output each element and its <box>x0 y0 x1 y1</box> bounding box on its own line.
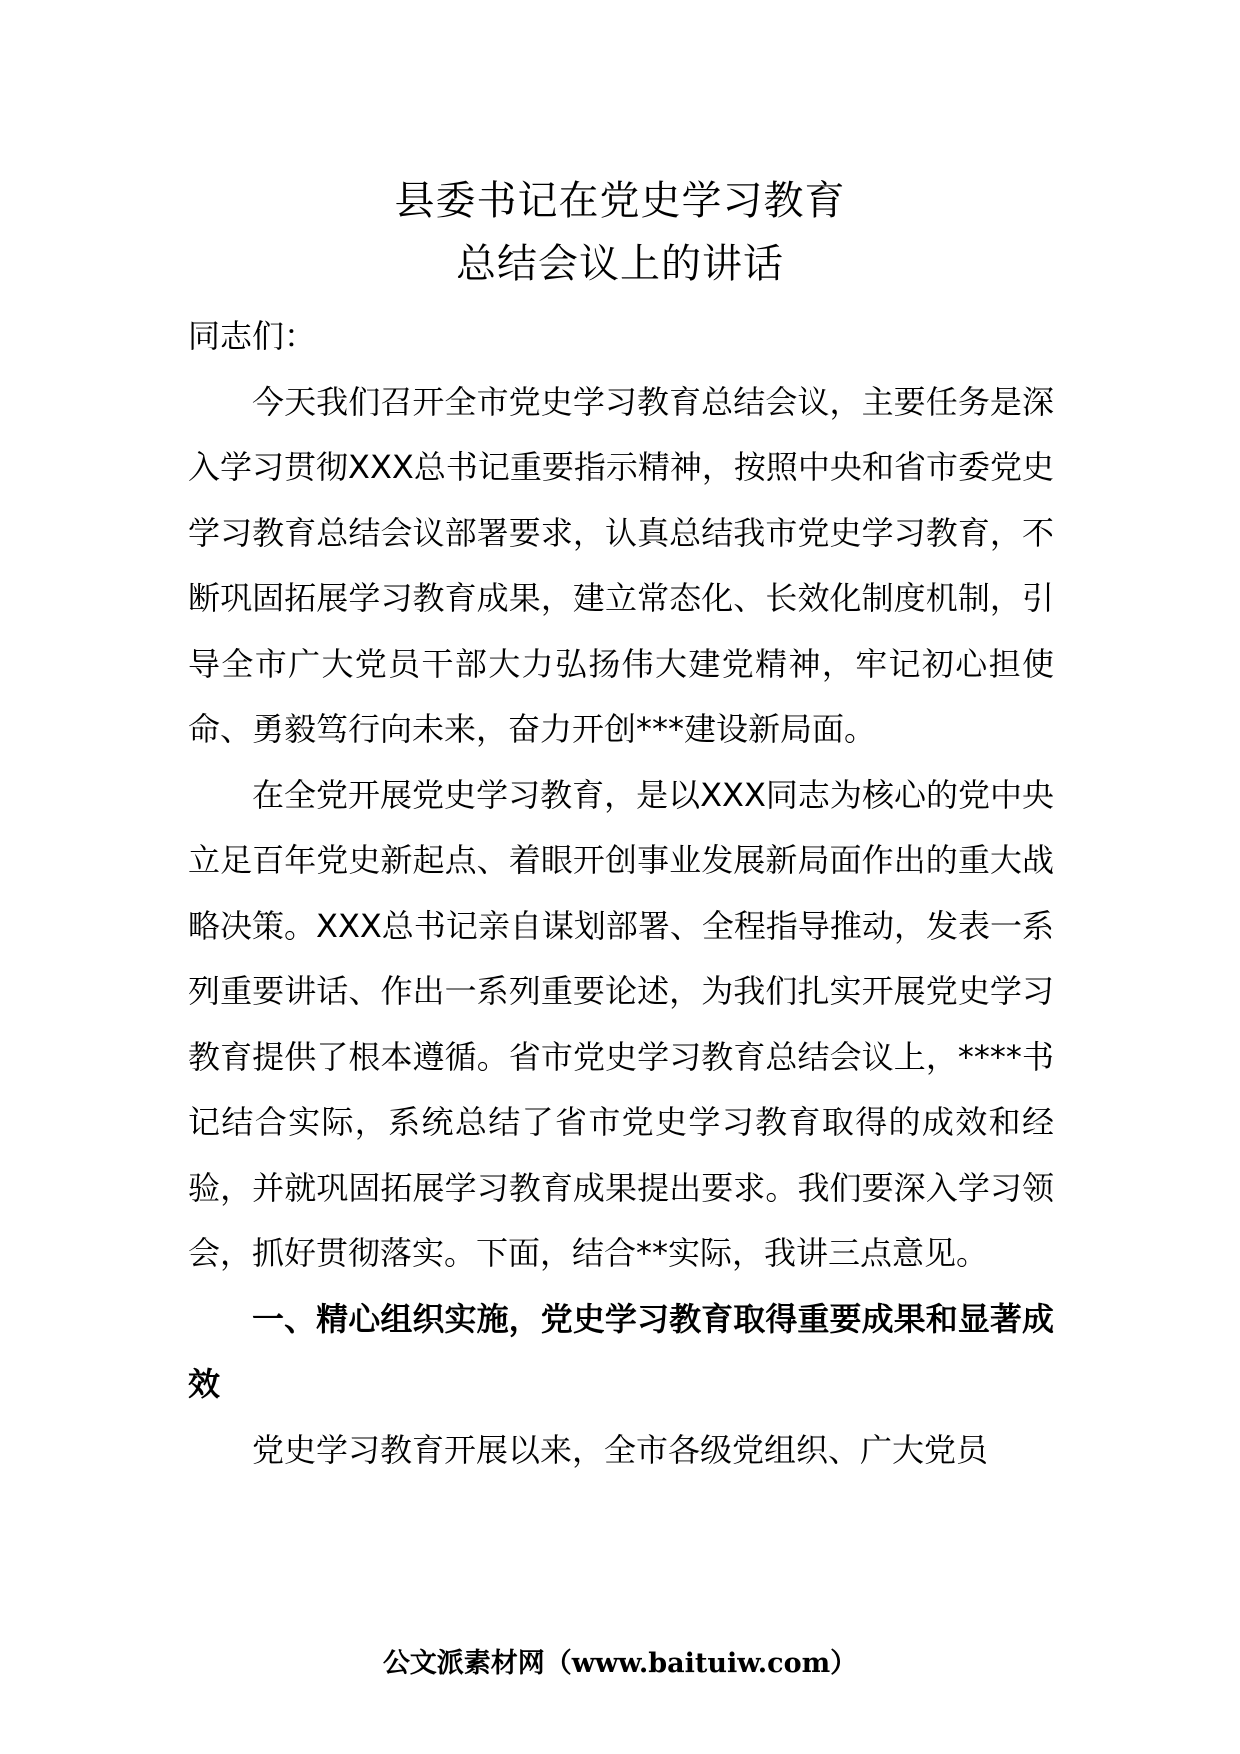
paragraph-1: 今天我们召开全市党史学习教育总结会议，主要任务是深入学习贯彻XXX总书记重要指示精神，按照中央和省市委党史学习教育总结会议部署要求，认真总结我市党史学习教育，不断巩固拓展学习教育成果，建立常态化、长效化制度机制，引导全市广大党员干部大力弘扬伟大建党精神，牢记初心担使命、勇毅笃行向未来，奋力开创***建设新局面。 <box>188 382 1054 748</box>
footer-source: 公文派素材网（www.baituiw.com） <box>382 1648 858 1679</box>
section-heading-1: 一、精心组织实施，党史学习教育取得重要成果和显著成效 <box>188 1299 1054 1403</box>
document-body <box>188 304 1054 1483</box>
document-title-line-2: 总结会议上的讲话 <box>456 241 784 287</box>
salutation: 同志们： <box>188 317 317 355</box>
paragraph-3: 党史学习教育开展以来，全市各级党组织、广大党员 <box>252 1430 989 1469</box>
document-title-line-1: 县委书记在党史学习教育 <box>394 178 846 224</box>
paragraph-2: 在全党开展党史学习教育，是以XXX同志为核心的党中央立足百年党史新起点、着眼开创事业发展新局面作出的重大战略决策。XXX总书记亲自谋划部署、全程指导推动，发表一系列重要讲话、作出一系列重要论述，为我们扎实开展党史学习教育提供了根本遵循。省市党史学习教育总结会议上，****书记结合实际，系统总结了省市党史学习教育取得的成效和经验，并就巩固拓展学习教育成果提出要求。我们要深入学习领会，抓好贯彻落实。下面，结合**实际，我讲三点意见。 <box>188 775 1054 1272</box>
